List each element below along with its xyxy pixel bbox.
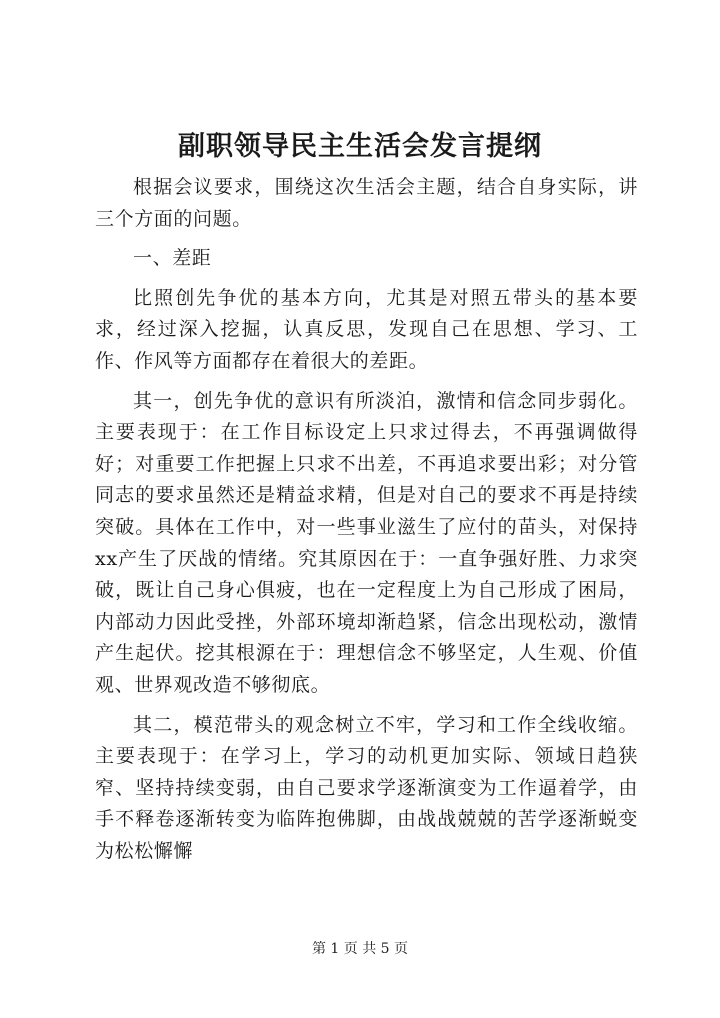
paragraph-gap-summary: 比照创先争优的基本方向，尤其是对照五带头的基本要求，经过深入挖掘，认真反思，发现自己在思想、学习、工作、作风等方面都存在着很大的差距。 xyxy=(95,286,638,372)
paragraph-intro: 根据会议要求，围绕这次生活会主题，结合自身实际，讲三个方面的问题。 xyxy=(95,176,638,230)
document-title: 副职领导民主生活会发言提纲 xyxy=(178,131,542,162)
document-body xyxy=(95,172,638,875)
section-heading-gap: 一、差距 xyxy=(133,247,212,270)
paragraph-point-one: 其一，创先争优的意识有所淡泊，激情和信念同步弱化。主要表现于：在工作目标设定上只求过得去，不再强调做得好；对重要工作把握上只求不出差，不再追求要出彩；对分管同志的要求虽然还是精益求精，但是对自己的要求不再是持续突破。具体在工作中，对一些事业滋生了应付的苗头，对保持xx产生了厌战的情绪。究其原因在于：一直争强好胜、力求突破，既让自己身心俱疲，也在一定程度上为自己形成了困局，内部动力因此受挫，外部环境却渐趋紧，信念出现松动，激情产生起伏。挖其根源在于：理想信念不够坚定，人生观、价值观、世界观改造不够彻底。 xyxy=(95,389,638,696)
page-footer: 第 1 页 共 5 页 xyxy=(311,941,409,957)
paragraph-point-two: 其二，模范带头的观念树立不牢，学习和工作全线收缩。主要表现于：在学习上，学习的动机更加实际、领域日趋狭窄、坚持持续变弱，由自己要求学逐渐演变为工作逼着学，由手不释卷逐渐转变为临阵抱佛脚，由战战兢兢的苦学逐渐蜕变为松松懈懈 xyxy=(95,713,638,862)
